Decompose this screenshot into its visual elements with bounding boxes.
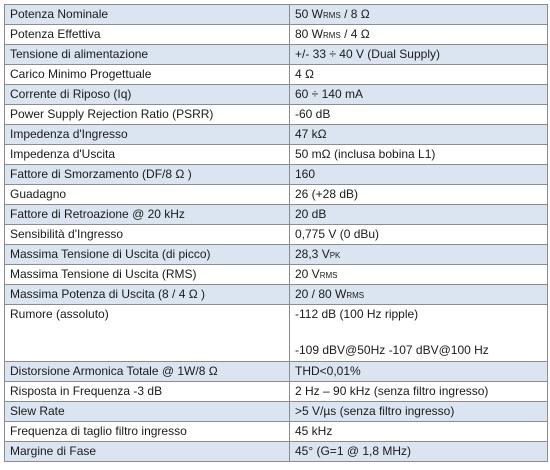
spec-value: 50 WRMS / 8 Ω xyxy=(290,5,548,25)
spec-label: Power Supply Rejection Ratio (PSRR) xyxy=(5,105,290,125)
spec-label: Frequenza di taglio filtro ingresso xyxy=(5,422,290,442)
table-row xyxy=(5,85,548,105)
table-row xyxy=(5,5,548,25)
spec-label: Rumore (assoluto) xyxy=(5,305,290,362)
spec-label: Risposta in Frequenza -3 dB xyxy=(5,382,290,402)
table-row xyxy=(5,245,548,265)
table-row xyxy=(5,145,548,165)
spec-label: Corrente di Riposo (Iq) xyxy=(5,85,290,105)
table-row xyxy=(5,45,548,65)
table-row xyxy=(5,225,548,245)
spec-value: 60 ÷ 140 mA xyxy=(290,85,548,105)
spec-label: Distorsione Armonica Totale @ 1W/8 Ω xyxy=(5,362,290,382)
table-row xyxy=(5,442,548,462)
spec-value: 20 dB xyxy=(290,205,548,225)
spec-label: Sensibilità d'Ingresso xyxy=(5,225,290,245)
spec-label: Massima Potenza di Uscita (8 / 4 Ω ) xyxy=(5,285,290,305)
spec-value: 4 Ω xyxy=(290,65,548,85)
table-row xyxy=(5,165,548,185)
spec-label: Margine di Fase xyxy=(5,442,290,462)
spec-label: Impedenza d'Uscita xyxy=(5,145,290,165)
specifications-table xyxy=(4,4,548,462)
spec-value: -112 dB (100 Hz ripple) -109 dBV@50Hz -107 dBV@100 Hz xyxy=(290,305,548,362)
table-row xyxy=(5,285,548,305)
spec-label: Guadagno xyxy=(5,185,290,205)
spec-label: Massima Tensione di Uscita (RMS) xyxy=(5,265,290,285)
spec-value: 2 Hz – 90 kHz (senza filtro ingresso) xyxy=(290,382,548,402)
table-row xyxy=(5,205,548,225)
table-row xyxy=(5,382,548,402)
table-row xyxy=(5,305,548,362)
table-row xyxy=(5,362,548,382)
spec-label: Carico Minimo Progettuale xyxy=(5,65,290,85)
spec-label: Impedenza d'Ingresso xyxy=(5,125,290,145)
spec-label: Fattore di Smorzamento (DF/8 Ω ) xyxy=(5,165,290,185)
table-row xyxy=(5,402,548,422)
spec-value: THD<0,01% xyxy=(290,362,548,382)
spec-value: 26 (+28 dB) xyxy=(290,185,548,205)
table-row xyxy=(5,422,548,442)
spec-value: 20 / 80 WRMS xyxy=(290,285,548,305)
spec-value: 0,775 V (0 dBu) xyxy=(290,225,548,245)
table-row xyxy=(5,125,548,145)
spec-label: Fattore di Retroazione @ 20 kHz xyxy=(5,205,290,225)
spec-value: 45 kHz xyxy=(290,422,548,442)
spec-label: Slew Rate xyxy=(5,402,290,422)
spec-label: Potenza Effettiva xyxy=(5,25,290,45)
table-row xyxy=(5,265,548,285)
spec-value: 160 xyxy=(290,165,548,185)
spec-label: Potenza Nominale xyxy=(5,5,290,25)
table-row xyxy=(5,185,548,205)
spec-value: >5 V/µs (senza filtro ingresso) xyxy=(290,402,548,422)
table-row xyxy=(5,25,548,45)
spec-value: 28,3 VPK xyxy=(290,245,548,265)
spec-value: -60 dB xyxy=(290,105,548,125)
spec-value: 20 VRMS xyxy=(290,265,548,285)
spec-label: Tensione di alimentazione xyxy=(5,45,290,65)
spec-value: 45° (G=1 @ 1,8 MHz) xyxy=(290,442,548,462)
spec-value: +/- 33 ÷ 40 V (Dual Supply) xyxy=(290,45,548,65)
spec-value: 80 WRMS / 4 Ω xyxy=(290,25,548,45)
table-row xyxy=(5,65,548,85)
spec-value: 47 kΩ xyxy=(290,125,548,145)
table-row xyxy=(5,105,548,125)
spec-value: 50 mΩ (inclusa bobina L1) xyxy=(290,145,548,165)
spec-label: Massima Tensione di Uscita (di picco) xyxy=(5,245,290,265)
